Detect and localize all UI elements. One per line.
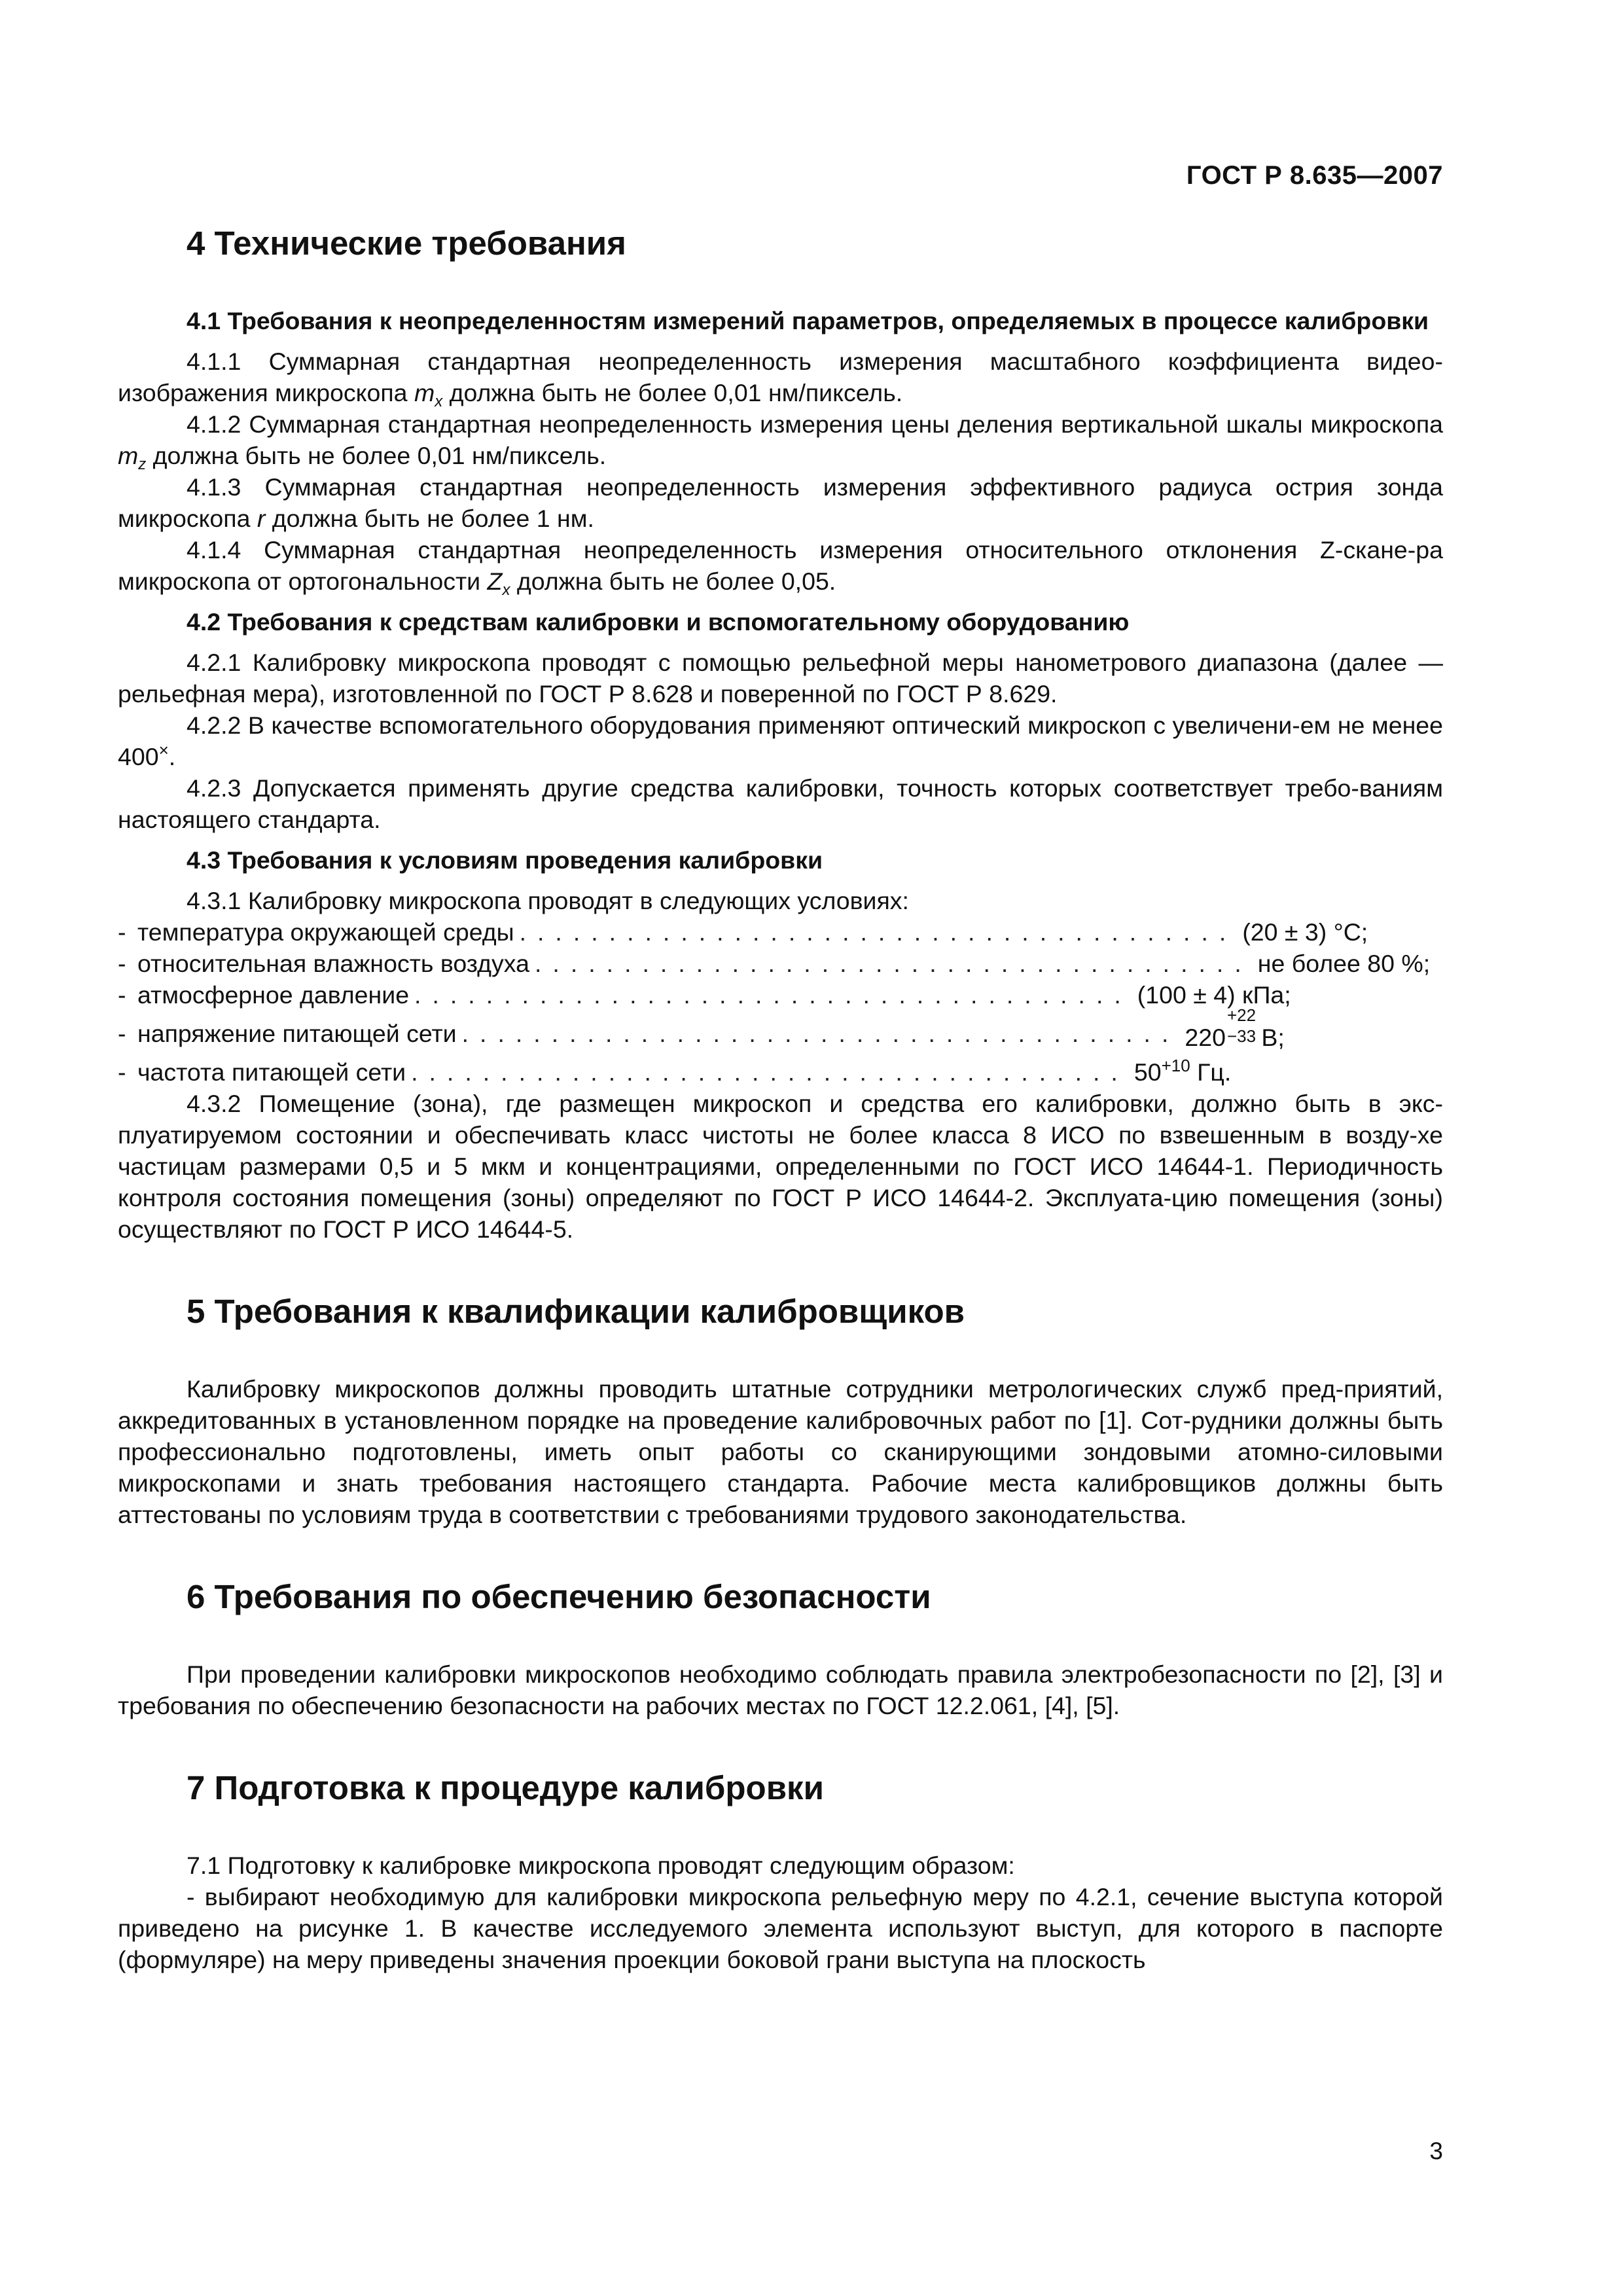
leader-dots: ........................................ <box>535 950 1253 977</box>
section-4-heading: 4 Технические требования <box>187 224 626 262</box>
leader-dots: ........................................ <box>461 1020 1180 1047</box>
condition-pressure: - атмосферное давление ........................................ (100 ± 4) кПа; <box>118 979 1335 1011</box>
section-6-heading: 6 Требования по обеспечению безопасности <box>187 1578 931 1615</box>
paragraph-4-3-2: 4.3.2 Помещение (зона), где размещен микроскоп и средства его калибровки, должно быть в экс-плуатируемом состоянии и обеспечивать класс чистоты не более класса 8 ИСО по взвешенным в возду-хе частицам размерами 0,5 и 5 мкм и концентрациями, определенными по ГОСТ ИСО 14644-1. Периодичность контроля состояния помещения (зоны) определяют по ГОСТ Р ИСО 14644-2. Эксплуата-цию помещения (зоны) осуществляют по ГОСТ Р ИСО 14644-5. <box>118 1090 1443 1243</box>
paragraph-4-2-1: 4.2.1 Калибровку микроскопа проводят с помощью рельефной меры нанометрового диапазона (далее — рельефная мера), изготовленной по ГОСТ Р 8.628 и поверенной по ГОСТ Р 8.629. <box>118 649 1443 708</box>
condition-voltage: - напряжение питающей сети ........................................ 220 +22 −33 В; <box>118 1005 1285 1051</box>
paragraph-4-1-2: 4.1.2 Суммарная стандартная неопределенность измерения цены деления вертикальной шкалы микроскопа $m_z$ должна быть не более 0,01 нм/пиксель. <box>118 410 1443 473</box>
page-number: 3 <box>1429 2138 1443 2164</box>
leader-dots: ........................................ <box>519 918 1238 946</box>
document-code-header: ГОСТ Р 8.635—2007 <box>1186 161 1443 190</box>
voltage-tolerance: +22 −33 <box>1226 1005 1257 1046</box>
section-4-3-heading: 4.3 Требования к условиям проведения калибровки <box>187 846 823 874</box>
paragraph-5: Калибровку микроскопов должны проводить штатные сотрудники метрологических служб пред-приятий, аккредитованных в установленном порядке на проведение калибровочных работ по [1]. Сот-рудники должны быть профессионально подготовлены, иметь опыт работы со сканирующими зондовыми атомно-силовыми микроскопами и знать требования настоящего стандарта. Рабочие места калибровщиков должны быть аттестованы по условиям труда в соответствии с требованиями трудового законодательства. <box>118 1375 1443 1528</box>
paragraph-4-2-3: 4.2.3 Допускается применять другие средства калибровки, точность которых соответствует требо-ваниям настоящего стандарта. <box>118 774 1443 833</box>
paragraph-4-3-1: 4.3.1 Калибровку микроскопа проводят в следующих условиях: <box>187 887 909 914</box>
section-7-heading: 7 Подготовка к процедуре калибровки <box>187 1769 824 1806</box>
section-4-2-heading: 4.2 Требования к средствам калибровки и вспомогательному оборудованию <box>187 608 1130 636</box>
leader-dots: ........................................ <box>411 1058 1129 1086</box>
section-5-heading: 5 Требования к квалификации калибровщиков <box>187 1293 965 1330</box>
page-content <box>118 223 1443 1975</box>
paragraph-6: При проведении калибровки микроскопов необходимо соблюдать правила электробезопасности по [2], [3] и требования по обеспечению безопасности на рабочих местах по ГОСТ 12.2.061, [4], [5]. <box>118 1660 1443 1719</box>
paragraph-4-1-3: 4.1.3 Суммарная стандартная неопределенность измерения эффективного радиуса острия зонда микроскопа r должна быть не более 1 нм. <box>118 473 1443 532</box>
section-4-1-heading: 4.1 Требования к неопределенностям измерений параметров, определяемых в процессе калибровки <box>187 307 1429 334</box>
paragraph-4-1-1: 4.1.1 Суммарная стандартная неопределенность измерения масштабного коэффициента видео-изображения микроскопа $m_x$ должна быть не более 0,01 нм/пиксель. <box>118 348 1443 410</box>
paragraph-7-1: 7.1 Подготовку к калибровке микроскопа проводят следующим образом: <box>187 1852 1015 1879</box>
condition-frequency: - частота питающей сети ........................................ $50^{+10}$ Гц. <box>118 1056 1335 1088</box>
paragraph-4-2-2: 4.2.2 В качестве вспомогательного оборудования применяют оптический микроскоп с увеличени-ем не менее 400×. <box>118 711 1443 770</box>
paragraph-7-1-item: - выбирают необходимую для калибровки микроскопа рельефную меру по 4.2.1, сечение выступа которой приведено на рисунке 1. В качестве исследуемого элемента используют выступ, для которого в паспорте (формуляре) на меру приведены значения проекции боковой грани выступа на плоскость <box>118 1883 1443 1973</box>
condition-temperature: - температура окружающей среды ........................................ (20 ± 3) °С; <box>118 916 1335 948</box>
leader-dots: ........................................ <box>414 981 1132 1009</box>
condition-humidity: - относительная влажность воздуха ........................................ не более 80 %; <box>118 948 1335 979</box>
paragraph-4-1-4: 4.1.4 Суммарная стандартная неопределенность измерения относительного отклонения Z-скане-ра микроскопа от ортогональности $Z_x$ должна быть не более 0,05. <box>118 536 1443 599</box>
